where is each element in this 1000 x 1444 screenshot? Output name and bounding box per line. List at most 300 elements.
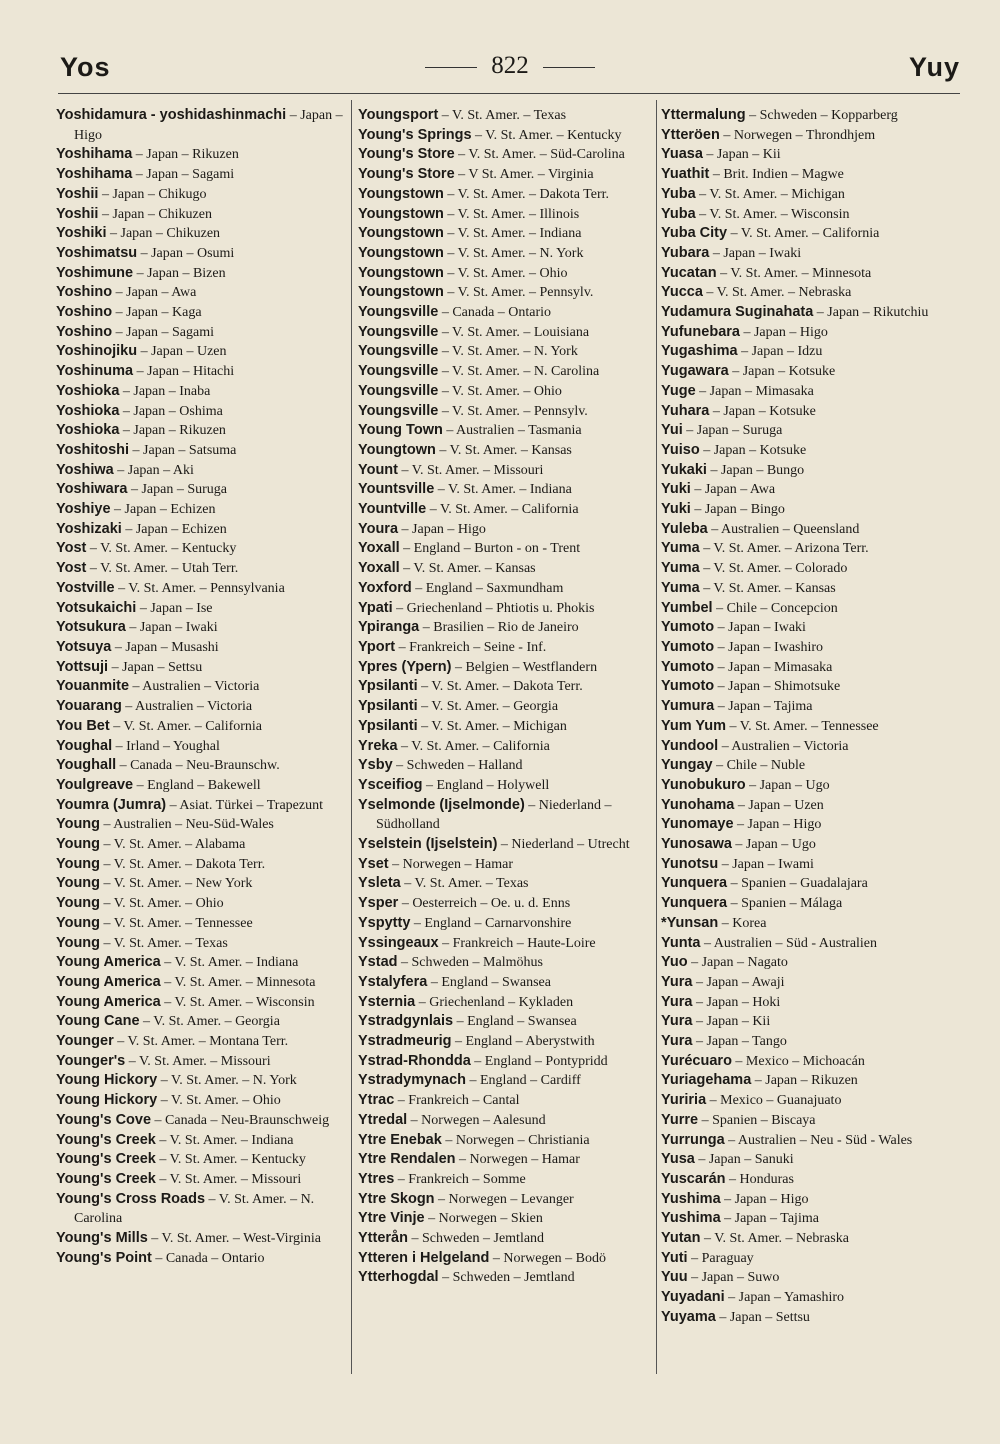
gazetteer-entry xyxy=(661,737,961,757)
entry-headword: Yuyadani xyxy=(661,1289,725,1306)
entry-location: – V. St. Amer. – Alabama xyxy=(100,837,246,853)
gazetteer-entry xyxy=(358,342,654,362)
entry-headword: Ytredal xyxy=(358,1111,408,1128)
entry-location: – Japan – Suruga xyxy=(127,482,227,498)
entry-headword: Ysternia xyxy=(358,993,416,1010)
gazetteer-entry xyxy=(358,185,654,205)
gazetteer-entry xyxy=(358,993,654,1013)
entry-location: – Japan – Bizen xyxy=(133,265,226,281)
gazetteer-entry xyxy=(56,323,352,343)
entry-location: – Canada – Ontario xyxy=(438,305,552,321)
gazetteer-entry xyxy=(661,638,961,658)
entry-location: – V. St. Amer. – West-Virginia xyxy=(147,1231,321,1247)
entry-headword: Yuba xyxy=(661,185,696,202)
entry-headword: Young's Cove xyxy=(56,1111,152,1128)
entry-headword: Yoshinuma xyxy=(56,363,134,380)
gazetteer-entry xyxy=(358,244,654,264)
entry-headword: Yuba City xyxy=(661,225,728,242)
entry-location: – V St. Amer. – Virginia xyxy=(454,167,594,183)
entry-headword: Yunomaye xyxy=(661,816,734,833)
entry-headword: Young's Creek xyxy=(56,1131,156,1148)
entry-headword: Young's Creek xyxy=(56,1170,156,1187)
entry-location: – Japan – Hoki xyxy=(692,994,781,1010)
entry-location: – Japan – Kii xyxy=(692,1014,771,1030)
entry-location: – Japan – Mimasaka xyxy=(695,383,814,399)
entry-headword: Youngsville xyxy=(358,382,439,399)
entry-headword: Yoshioka xyxy=(56,402,120,419)
gazetteer-entry xyxy=(56,303,352,323)
gazetteer-entry xyxy=(56,1071,352,1091)
gazetteer-entry xyxy=(56,382,352,402)
gazetteer-entry xyxy=(56,697,352,717)
entry-location: – Japan – Rikutchiu xyxy=(813,305,929,321)
entry-location: – Japan – Echizen xyxy=(121,521,227,537)
entry-location: – England – Aberystwith xyxy=(451,1034,595,1050)
gazetteer-entry xyxy=(358,1111,654,1131)
entry-location: – England – Burton - on - Trent xyxy=(399,541,581,557)
entry-location: – V. St. Amer. – Dakota Terr. xyxy=(417,679,583,695)
entry-location: – England – Cardiff xyxy=(466,1073,581,1089)
entry-location: – Brit. Indien – Magwe xyxy=(709,167,844,183)
entry-headword: Younger's xyxy=(56,1052,126,1069)
gazetteer-entry xyxy=(661,835,961,855)
entry-headword: Yungay xyxy=(661,757,713,774)
entry-headword: Young xyxy=(56,836,101,853)
gazetteer-entry xyxy=(661,303,961,323)
entry-headword: Yurre xyxy=(661,1111,699,1128)
gazetteer-entry xyxy=(358,894,654,914)
entry-headword: Yoshimatsu xyxy=(56,244,138,261)
entry-headword: Yoshioka xyxy=(56,422,120,439)
entry-location: – V. St. Amer. – California xyxy=(727,226,880,242)
gazetteer-entry xyxy=(358,382,654,402)
entry-location: – Japan – Aki xyxy=(113,462,194,478)
entry-headword: Youghall xyxy=(56,757,117,774)
entry-location: – V. St. Amer. – Minnesota xyxy=(160,974,316,990)
gazetteer-entry xyxy=(56,1091,352,1111)
entry-headword: Yotsukaichi xyxy=(56,599,137,616)
entry-location: – Mexico – Michoacán xyxy=(731,1053,865,1069)
entry-headword: Ytteren i Helgeland xyxy=(358,1249,490,1266)
entry-location: – Australien – Neu - Süd - Wales xyxy=(724,1132,913,1148)
entry-headword: Young xyxy=(56,895,101,912)
entry-headword: Yselmonde (Ijselmonde) xyxy=(358,796,525,813)
entry-location: – Australien – Victoria xyxy=(129,679,260,695)
entry-headword: Youngstown xyxy=(358,225,444,242)
gazetteer-entry xyxy=(358,1091,654,1111)
entry-headword: Yuba xyxy=(661,205,696,222)
gazetteer-entry xyxy=(358,539,654,559)
entry-location: – Australien – Süd - Australien xyxy=(700,935,878,951)
entry-headword: You Bet xyxy=(56,717,110,734)
entry-location: – Canada – Neu-Braunschweig xyxy=(151,1112,330,1128)
gazetteer-entry xyxy=(56,461,352,481)
entry-location: – V. St. Amer. – Kentucky xyxy=(86,541,237,557)
entry-headword: Yoshino xyxy=(56,304,113,321)
entry-location: – Paraguay xyxy=(687,1250,754,1266)
gazetteer-entry xyxy=(56,520,352,540)
entry-location: – V. St. Amer. – N. York xyxy=(443,245,584,261)
entry-headword: Ytterån xyxy=(358,1230,408,1247)
entry-headword: Ypati xyxy=(358,599,393,616)
gazetteer-entry xyxy=(358,421,654,441)
entry-location: – Norwegen – Hamar xyxy=(388,856,514,872)
entry-location: – Japan – Uzen xyxy=(734,797,824,813)
gazetteer-entry xyxy=(358,1131,654,1151)
gazetteer-entry xyxy=(56,362,352,382)
entry-location: – England – Swansea xyxy=(427,974,551,990)
entry-location: – Japan – Kotsuke xyxy=(709,403,816,419)
entry-headword: Ytre Skogn xyxy=(358,1190,435,1207)
entry-location: – Norwegen – Christiania xyxy=(441,1132,590,1148)
gazetteer-entry xyxy=(661,1052,961,1072)
entry-headword: Young America xyxy=(56,973,161,990)
entry-headword: Yoxford xyxy=(358,579,412,596)
entry-headword: Youarang xyxy=(56,698,122,715)
entry-headword: Yuo xyxy=(661,954,688,971)
entry-headword: Youanmite xyxy=(56,678,130,695)
entry-location: – Japan – Osumi xyxy=(137,245,235,261)
entry-location: – V. St. Amer. – Louisiana xyxy=(438,324,590,340)
entry-headword: Yuscarán xyxy=(661,1170,726,1187)
entry-headword: Yostville xyxy=(56,579,115,596)
gazetteer-entry xyxy=(358,914,654,934)
gazetteer-entry xyxy=(661,677,961,697)
gazetteer-entry xyxy=(56,717,352,737)
entry-headword: Yubara xyxy=(661,244,710,261)
gazetteer-entry xyxy=(56,421,352,441)
gazetteer-entry xyxy=(56,441,352,461)
entry-headword: Yurrunga xyxy=(661,1131,725,1148)
entry-headword: Yuti xyxy=(661,1249,688,1266)
entry-headword: Youngstown xyxy=(358,205,444,222)
entry-location: – V. St. Amer. – Montana Terr. xyxy=(113,1034,289,1050)
entry-headword: Young's Store xyxy=(358,166,455,183)
gazetteer-entry xyxy=(56,264,352,284)
gazetteer-entry xyxy=(56,894,352,914)
entry-location: – Japan – Ise xyxy=(136,600,213,616)
entry-location: – Schweden – Malmöhus xyxy=(397,955,543,971)
gazetteer-entry xyxy=(56,480,352,500)
entry-location: – V. St. Amer. – Nebraska xyxy=(700,1231,849,1247)
gazetteer-entry xyxy=(358,934,654,954)
entry-headword: Yushima xyxy=(661,1190,721,1207)
entry-location: – V. St. Amer. – Kansas xyxy=(699,580,836,596)
entry-headword: Yssingeaux xyxy=(358,934,439,951)
entry-headword: Yuathit xyxy=(661,166,710,183)
entry-headword: Yumoto xyxy=(661,658,715,675)
entry-location: – Japan – Bingo xyxy=(690,502,785,518)
entry-headword: Young xyxy=(56,914,101,931)
gazetteer-entry xyxy=(661,973,961,993)
gazetteer-entry xyxy=(56,539,352,559)
entry-location: – Canada – Neu-Braunschw. xyxy=(116,758,280,774)
header-last-word: Yuy xyxy=(908,52,960,82)
entry-headword: Yount xyxy=(358,461,398,478)
gazetteer-entry xyxy=(661,1249,961,1269)
entry-headword: Ystalyfera xyxy=(358,973,428,990)
gazetteer-entry xyxy=(358,283,654,303)
entry-headword: Youra xyxy=(358,520,399,537)
entry-headword: Yountville xyxy=(358,501,427,518)
gazetteer-entry xyxy=(56,677,352,697)
gazetteer-entry xyxy=(358,618,654,638)
entry-headword: Youngsville xyxy=(358,402,439,419)
entry-headword: Youghal xyxy=(56,737,113,754)
gazetteer-entry xyxy=(56,1150,352,1170)
gazetteer-entry xyxy=(358,1012,654,1032)
gazetteer-entry xyxy=(358,106,654,126)
gazetteer-entry xyxy=(358,697,654,717)
entry-location: – Japan – Kotsuke xyxy=(728,364,836,380)
entry-headword: Ystad xyxy=(358,954,398,971)
entry-location: – V. St. Amer. – Missouri xyxy=(155,1171,302,1187)
entry-headword: Yoshiwa xyxy=(56,461,114,478)
entry-location: – Japan – Echizen xyxy=(110,502,216,518)
entry-location: – Schweden – Halland xyxy=(392,758,523,774)
gazetteer-entry xyxy=(56,1032,352,1052)
entry-location: – V. St. Amer. – Texas xyxy=(400,876,529,892)
entry-location: – Japan – Settsu xyxy=(715,1309,810,1325)
entry-headword: Yum Yum xyxy=(661,717,727,734)
entry-location: – V. St. Amer. – Indiana xyxy=(160,955,299,971)
gazetteer-entry xyxy=(661,1071,961,1091)
entry-location: – England – Carnarvonshire xyxy=(410,915,572,931)
entry-headword: Youngsville xyxy=(358,363,439,380)
entry-location: – V. St. Amer. – California xyxy=(397,738,550,754)
gazetteer-entry xyxy=(661,1032,961,1052)
entry-headword: Yumura xyxy=(661,698,715,715)
entry-headword: Yucatan xyxy=(661,264,717,281)
entry-headword: Young America xyxy=(56,954,161,971)
gazetteer-entry xyxy=(56,1012,352,1032)
gazetteer-entry xyxy=(661,934,961,954)
entry-headword: Ysper xyxy=(358,895,399,912)
gazetteer-entry xyxy=(358,303,654,323)
entry-location: – V. St. Amer. – N. York xyxy=(157,1073,297,1089)
entry-headword: Yugashima xyxy=(661,343,738,360)
entry-headword: Yurécuaro xyxy=(661,1052,732,1069)
entry-headword: Yumoto xyxy=(661,678,715,695)
entry-headword: Yuu xyxy=(661,1269,688,1286)
gazetteer-entry xyxy=(661,1131,961,1151)
gazetteer-entry xyxy=(661,599,961,619)
column-3 xyxy=(661,106,961,1328)
entry-location: – Japan – Rikuzen xyxy=(119,423,226,439)
gazetteer-entry xyxy=(56,1190,352,1229)
entry-headword: Yushima xyxy=(661,1210,721,1227)
gazetteer-entry xyxy=(358,362,654,382)
gazetteer-entry xyxy=(358,323,654,343)
entry-headword: Ystradmeurig xyxy=(358,1033,452,1050)
gazetteer-entry xyxy=(358,1032,654,1052)
entry-location: – V. St. Amer. – Missouri xyxy=(125,1053,271,1069)
entry-location: – Chile – Concepcion xyxy=(712,600,838,616)
gazetteer-entry xyxy=(661,342,961,362)
entry-location: – V. St. Amer. – Colorado xyxy=(699,561,848,577)
entry-location: – Japan – Iwashiro xyxy=(714,639,824,655)
gazetteer-entry xyxy=(56,993,352,1013)
entry-location: – Irland – Youghal xyxy=(112,738,220,754)
entry-headword: Yoshimune xyxy=(56,264,134,281)
entry-location: – Japan – Iwaki xyxy=(714,620,806,636)
gazetteer-entry xyxy=(661,244,961,264)
gazetteer-entry xyxy=(661,756,961,776)
entry-headword: Youngstown xyxy=(358,284,444,301)
entry-headword: Yura xyxy=(661,1033,693,1050)
entry-location: – Australien – Tasmania xyxy=(442,423,582,439)
entry-location: – V. St. Amer. – Ohio xyxy=(443,265,568,281)
gazetteer-entry xyxy=(661,658,961,678)
gazetteer-entry xyxy=(56,914,352,934)
entry-location: – Australien – Victoria xyxy=(121,699,253,715)
entry-headword: Yui xyxy=(661,422,683,439)
entry-headword: Ytre Rendalen xyxy=(358,1151,456,1168)
entry-headword: Yoshiwara xyxy=(56,481,128,498)
entry-headword: Yport xyxy=(358,638,396,655)
entry-headword: Yuriagehama xyxy=(661,1072,752,1089)
gazetteer-entry xyxy=(56,658,352,678)
entry-location: – V. St. Amer. – Texas xyxy=(100,935,228,951)
entry-location: – Japan – Satsuma xyxy=(129,442,237,458)
gazetteer-entry xyxy=(56,185,352,205)
entry-headword: Yudamura Suginahata xyxy=(661,304,814,321)
entry-headword: Yountsville xyxy=(358,481,435,498)
entry-location: – Frankreich – Seine - Inf. xyxy=(395,639,547,655)
entry-location: – Japan – Awa xyxy=(690,482,776,498)
gazetteer-entry xyxy=(56,1249,352,1269)
entry-location: – V. St. Amer. – Illinois xyxy=(443,206,580,222)
entry-headword: Yuki xyxy=(661,501,691,518)
entry-headword: Yutan xyxy=(661,1230,701,1247)
gazetteer-entry xyxy=(56,953,352,973)
header-first-word: Yos xyxy=(60,52,111,82)
entry-headword: Youngsville xyxy=(358,323,439,340)
entry-location: – Norwegen – Bodö xyxy=(489,1250,606,1266)
entry-location: – V. St. Amer. – Michigan xyxy=(695,186,845,202)
entry-location: – Japan – Awaji xyxy=(692,974,785,990)
entry-location: – V. St. Amer. – Tennessee xyxy=(100,915,253,931)
gazetteer-entry xyxy=(661,283,961,303)
entry-headword: Yuasa xyxy=(661,146,703,163)
entry-location: – Canada – Ontario xyxy=(151,1250,265,1266)
entry-location: – England – Holywell xyxy=(422,777,550,793)
entry-location: – Japan – Higo xyxy=(398,521,486,537)
gazetteer-entry xyxy=(358,874,654,894)
entry-headword: Yotsuya xyxy=(56,638,112,655)
entry-headword: Young's Springs xyxy=(358,126,472,143)
entry-location: – Australien – Victoria xyxy=(718,738,849,754)
entry-headword: Yunta xyxy=(661,934,701,951)
gazetteer-entry xyxy=(661,1150,961,1170)
gazetteer-entry xyxy=(661,480,961,500)
entry-location: – Japan – Ugo xyxy=(731,837,816,853)
gazetteer-entry xyxy=(661,953,961,973)
entry-location: – Japan – Higo xyxy=(720,1191,809,1207)
gazetteer-entry xyxy=(661,1229,961,1249)
gazetteer-entry xyxy=(56,835,352,855)
entry-headword: Yuiso xyxy=(661,441,700,458)
gazetteer-entry xyxy=(56,1111,352,1131)
entry-location: – Japan – Musashi xyxy=(111,639,219,655)
entry-headword: Young America xyxy=(56,993,161,1010)
entry-headword: Younger xyxy=(56,1033,114,1050)
gazetteer-entry xyxy=(661,1268,961,1288)
entry-headword: Yumbel xyxy=(661,599,713,616)
entry-location: – Norwegen – Hamar xyxy=(455,1152,580,1168)
gazetteer-entry xyxy=(661,520,961,540)
entry-headword: Yoshihama xyxy=(56,146,133,163)
entry-location: – Japan – Iwaki xyxy=(125,620,218,636)
gazetteer-entry xyxy=(56,618,352,638)
entry-headword: Yuma xyxy=(661,579,700,596)
entry-location: – Japan – Tajima xyxy=(720,1211,819,1227)
gazetteer-entry xyxy=(358,1052,654,1072)
entry-location: – Schweden – Jemtland xyxy=(438,1270,575,1286)
entry-location: – Japan – Hitachi xyxy=(133,364,235,380)
entry-location: – V. St. Amer. – Ohio xyxy=(157,1093,281,1109)
entry-location: – England – Saxmundham xyxy=(411,580,564,596)
entry-headword: Ysleta xyxy=(358,875,401,892)
entry-location: – V. St. Amer. – Pennsylv. xyxy=(443,285,594,301)
entry-headword: Yotsukura xyxy=(56,619,126,636)
gazetteer-entry xyxy=(661,855,961,875)
entry-headword: Yunohama xyxy=(661,796,735,813)
entry-headword: Youngtown xyxy=(358,441,436,458)
entry-headword: Ytteröen xyxy=(661,126,720,143)
gazetteer-entry xyxy=(661,1170,961,1190)
gazetteer-entry xyxy=(661,402,961,422)
entry-location: – V. St. Amer. – Texas xyxy=(438,108,567,123)
entry-headword: Yoshiki xyxy=(56,225,107,242)
entry-headword: Yuge xyxy=(661,382,696,399)
gazetteer-entry xyxy=(56,342,352,362)
gazetteer-entry xyxy=(358,402,654,422)
gazetteer-entry xyxy=(56,756,352,776)
gazetteer-entry xyxy=(661,559,961,579)
entry-headword: Young Hickory xyxy=(56,1072,158,1089)
entry-location: – England – Pontypridd xyxy=(470,1053,608,1069)
entry-headword: Yost xyxy=(56,540,87,557)
entry-headword: Yunotsu xyxy=(661,855,719,872)
gazetteer-entry xyxy=(661,1091,961,1111)
gazetteer-entry xyxy=(358,224,654,244)
entry-headword: Yuleba xyxy=(661,520,708,537)
entry-location: – Japan – Inaba xyxy=(119,383,211,399)
gazetteer-entry xyxy=(56,1170,352,1190)
entry-location: – Japan – Suruga xyxy=(682,423,783,439)
entry-headword: Ytre Enebak xyxy=(358,1131,442,1148)
entry-location: – V. St. Amer. – Nebraska xyxy=(702,285,852,301)
entry-location: – V. St. Amer. – Indiana xyxy=(155,1132,294,1148)
entry-location: – V. St. Amer. – Ohio xyxy=(438,383,562,399)
entry-location: – Frankreich – Cantal xyxy=(394,1093,520,1109)
entry-headword: Ysby xyxy=(358,757,393,774)
entry-location: – V. St. Amer. – Wisconsin xyxy=(160,994,315,1010)
gazetteer-entry xyxy=(56,500,352,520)
entry-location: – Griechenland – Phtiotis u. Phokis xyxy=(392,600,595,616)
gazetteer-entry xyxy=(358,520,654,540)
entry-headword: Young's Creek xyxy=(56,1151,156,1168)
entry-location: – V. St. Amer. – N. York xyxy=(438,344,578,360)
entry-headword: Yoshidamura - yoshidashinmachi xyxy=(56,107,287,123)
entry-headword: Yura xyxy=(661,1013,693,1030)
gazetteer-entry xyxy=(661,126,961,146)
entry-location: – V. St. Amer. – Ohio xyxy=(100,896,224,912)
entry-location: – V. St. Amer. – Dakota Terr. xyxy=(443,186,609,202)
entry-headword: Ypres (Ypern) xyxy=(358,658,452,675)
entry-location: – V. St. Amer. – N. Carolina xyxy=(438,364,600,380)
